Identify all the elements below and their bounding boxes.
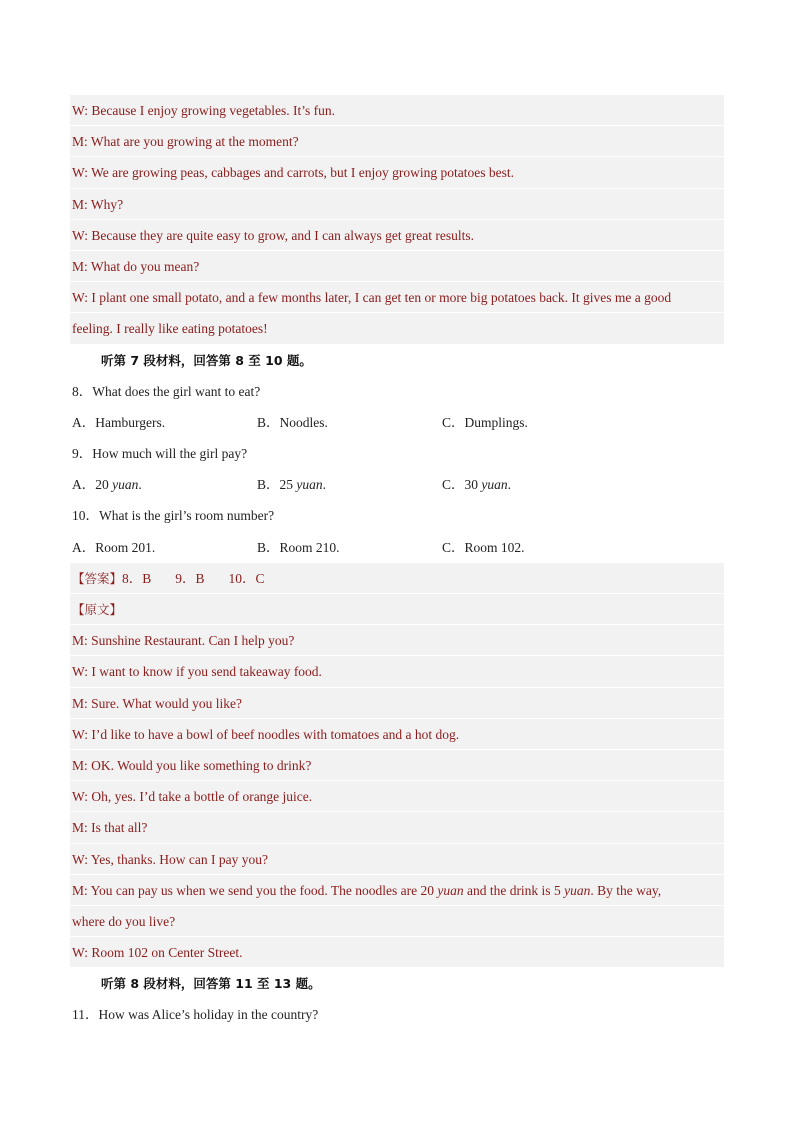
option-text: C．30 [442, 477, 482, 493]
option-b: B．Room 210. [257, 539, 340, 555]
transcript-text: . By the way, [590, 882, 662, 898]
question-stem: 11．How was Alice’s holiday in the country? [72, 1007, 319, 1023]
dialogue-line: M: What are you growing at the moment? [70, 126, 724, 157]
section-heading: 听第 7 段材料，回答第 8 至 10 题。 [101, 352, 312, 368]
question-options [70, 407, 724, 438]
transcript-line: W: I want to know if you send takeaway food. [70, 656, 724, 687]
option-text: B．25 [257, 477, 297, 493]
option-a: A．Room 201. [72, 539, 156, 555]
transcript-line [70, 875, 724, 906]
option-c: C．Room 102. [442, 539, 525, 555]
answer-item: 8．B [122, 570, 152, 586]
transcript-line: M: Sunshine Restaurant. Can I help you? [70, 625, 724, 656]
option-text: A．20 [72, 477, 113, 493]
question-stem: 8．What does the girl want to eat? [72, 383, 261, 399]
answer-key [70, 563, 724, 594]
dialogue-line: M: What do you mean? [70, 251, 724, 282]
currency-unit: yuan [437, 882, 464, 898]
transcript-line: W: Yes, thanks. How can I pay you? [70, 844, 724, 875]
transcript-label: 【原文】 [70, 594, 724, 625]
dialogue-line: W: Because they are quite easy to grow, and I can always get great results. [70, 220, 724, 251]
answer-label: 【答案】 [72, 570, 123, 586]
transcript-line: M: Is that all? [70, 812, 724, 843]
option-a: A．Hamburgers. [72, 414, 166, 430]
document-page [70, 95, 724, 1031]
answer-item: 10．C [228, 570, 265, 586]
transcript-line: where do you live? [70, 906, 724, 937]
currency-unit: yuan [481, 477, 508, 493]
transcript-line: M: Sure. What would you like? [70, 688, 724, 719]
option-c [442, 469, 642, 500]
transcript-line: W: Oh, yes. I’d take a bottle of orange juice. [70, 781, 724, 812]
question-options [70, 469, 724, 500]
currency-unit: yuan [296, 477, 323, 493]
question-options [70, 532, 724, 563]
option-c: C．Dumplings. [442, 414, 528, 430]
option-suffix: . [322, 477, 327, 493]
option-suffix: . [507, 477, 512, 493]
option-b [257, 469, 442, 500]
transcript-line: W: Room 102 on Center Street. [70, 937, 724, 968]
option-a [72, 469, 257, 500]
transcript-line: W: I’d like to have a bowl of beef noodles with tomatoes and a hot dog. [70, 719, 724, 750]
dialogue-line: feeling. I really like eating potatoes! [70, 313, 724, 344]
dialogue-line: W: We are growing peas, cabbages and carrots, but I enjoy growing potatoes best. [70, 157, 724, 188]
currency-unit: yuan [564, 882, 591, 898]
option-suffix: . [138, 477, 142, 493]
transcript-line: M: OK. Would you like something to drink? [70, 750, 724, 781]
dialogue-line: M: Why? [70, 189, 724, 220]
question-stem: 9．How much will the girl pay? [72, 446, 248, 462]
dialogue-line: W: I plant one small potato, and a few months later, I can get ten or more big potatoes back. It gives me a good [70, 282, 724, 313]
transcript-text: and the drink is 5 [463, 882, 565, 898]
option-b: B．Noodles. [257, 414, 328, 430]
section-heading: 听第 8 段材料，回答第 11 至 13 题。 [101, 976, 321, 992]
dialogue-line: W: Because I enjoy growing vegetables. It’s fun. [70, 95, 724, 126]
question-stem: 10．What is the girl’s room number? [72, 508, 275, 524]
transcript-text: M: You can pay us when we send you the food. The noodles are 20 [72, 882, 438, 898]
currency-unit: yuan [112, 477, 139, 493]
answer-item: 9．B [175, 570, 205, 586]
